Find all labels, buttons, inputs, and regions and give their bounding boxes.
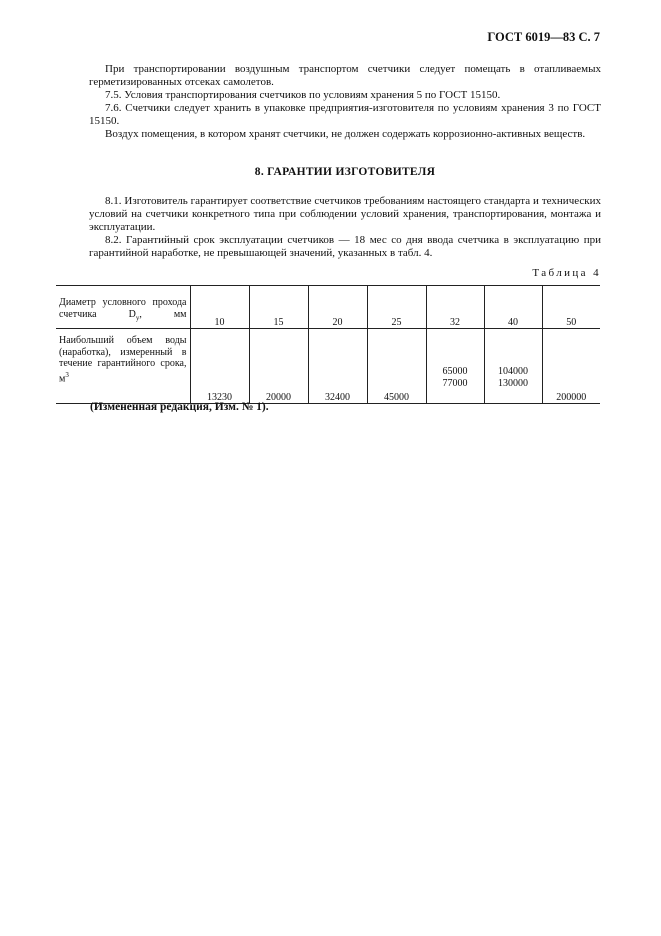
table-row-diameter <box>56 286 600 329</box>
diameter-cell: 50 <box>542 286 600 329</box>
table-caption: Таблица 4 <box>532 267 601 279</box>
paragraph-7-5: 7.5. Условия транспортирования счетчиков по условиям хранения 5 по ГОСТ 15150. <box>105 89 501 101</box>
diameter-cell: 32 <box>426 286 484 329</box>
section-title: 8. ГАРАНТИИ ИЗГОТОВИТЕЛЯ <box>254 166 436 178</box>
paragraph-8-1: 8.1. Изготовитель гарантирует соответствие счетчиков требованиям настоящего стандарта и технических условий на счетчики конкретного типа при соблюдении условий хранения, транспортирования, монтажа и эксплуатации. <box>89 195 601 233</box>
volume-label-sup: 3 <box>65 370 69 379</box>
diameter-cell: 40 <box>484 286 542 329</box>
volume-cell: 65000 77000 <box>426 329 484 404</box>
row-label-diameter <box>56 286 190 329</box>
diameter-cell: 15 <box>249 286 308 329</box>
row-label-volume <box>56 329 190 404</box>
paragraph-8-2: 8.2. Гарантийный срок эксплуатации счетчиков — 18 мес со дня ввода счетчика в эксплуатацию при гарантийной наработке, не превышающей значений, указанных в табл. 4. <box>89 234 601 259</box>
volume-cell: 200000 <box>542 329 600 404</box>
diameter-label-text: Диаметр условного прохода счетчика D <box>59 297 187 320</box>
page-header: ГОСТ 6019—83 С. 7 <box>487 30 600 44</box>
top-text-block <box>89 63 601 141</box>
diameter-cell: 25 <box>367 286 426 329</box>
diameter-label-sub: у <box>135 313 140 322</box>
volume-cell: 13230 <box>190 329 249 404</box>
volume-cell: 20000 <box>249 329 308 404</box>
diameter-label-unit: , мм <box>139 308 187 320</box>
table-4 <box>56 285 600 404</box>
section-text-block <box>89 195 601 260</box>
volume-cell: 104000 130000 <box>484 329 542 404</box>
table-row-volume <box>56 329 600 404</box>
volume-label-text: Наибольший объем воды (наработка), измеренный в течение гарантийного срока, м <box>59 335 187 384</box>
amendment-note: (Измененная редакция, Изм. № 1). <box>90 401 269 413</box>
paragraph-air-transport: При транспортировании воздушным транспортом счетчики следует помещать в отапливаемых герметизированных отсеках самолетов. <box>89 63 601 88</box>
volume-cell: 45000 <box>367 329 426 404</box>
diameter-cell: 20 <box>308 286 367 329</box>
diameter-cell: 10 <box>190 286 249 329</box>
paragraph-air-storage: Воздух помещения, в котором хранят счетчики, не должен содержать коррозионно-активных веществ. <box>105 128 586 140</box>
volume-cell: 32400 <box>308 329 367 404</box>
paragraph-7-6: 7.6. Счетчики следует хранить в упаковке предприятия-изготовителя по условиям хранения 3 по ГОСТ 15150. <box>89 102 601 127</box>
